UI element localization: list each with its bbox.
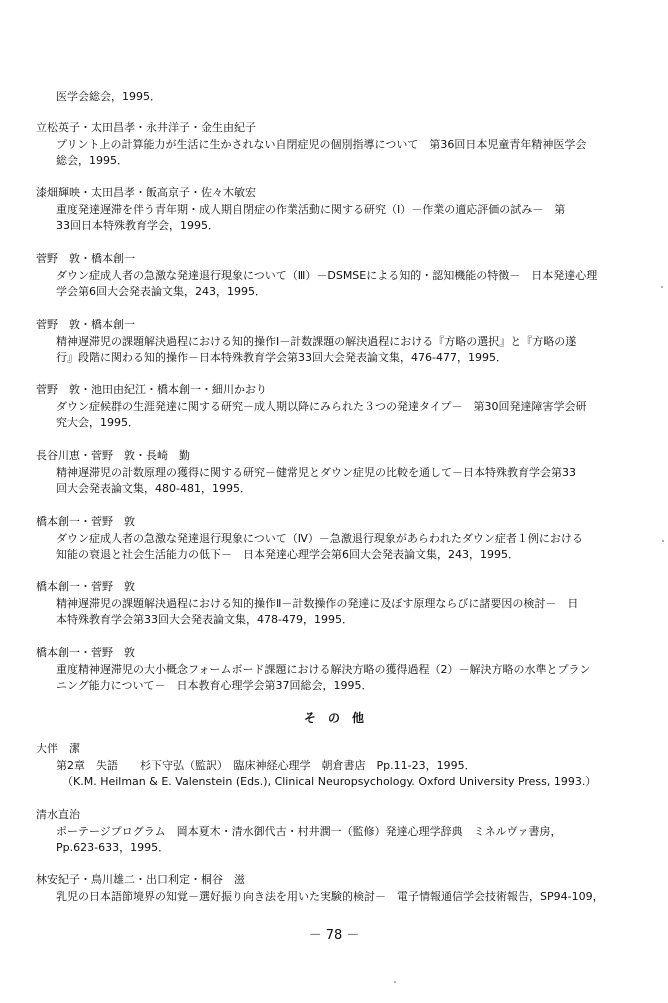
entry-authors: 橋本創一・菅野 敦 (36, 646, 135, 659)
entry-line: Pp.623-633，1995． (56, 841, 170, 854)
entry-line: 精神遅滞児の計数原理の獲得に関する研究－健常児とダウン症児の比較を通して－日本特殊教育学会第33 (56, 466, 576, 479)
entry-line: ニング能力について－ 日本教育心理学会第37回総会，1995． (56, 679, 373, 692)
entry-line: ダウン症成人者の急激な発達退行現象について（Ⅳ）－急激退行現象があらわれたダウン症者１例における (56, 532, 583, 545)
section-title: そ の 他 (303, 711, 364, 725)
entry-authors: 清水直治 (36, 808, 80, 821)
entry-line: 知能の衰退と社会生活能力の低下－ 日本発達心理学会第6回大会発表論文集，243，1995． (56, 548, 519, 561)
entry-line: 乳児の日本語節境界の知覚－選好振り向き法を用いた実験的検討－ 電子情報通信学会技術報告，SP94-109， (56, 890, 604, 903)
entry-authors: 長谷川恵・菅野 敦・長崎 勤 (36, 449, 190, 462)
entry-authors: 立松英子・太田昌孝・永井洋子・金生由紀子 (36, 121, 256, 134)
entry-line: 精神遅滞児の課題解決過程における知的操作Ⅱ－計数操作の発達に及ぼす原理ならびに諸要因の検討－ 日 (56, 597, 579, 610)
entry-line: 精神遅滞児の課題解決過程における知的操作Ⅰ－計数課題の解決過程における『方略の選択』と『方略の遂 (56, 335, 577, 348)
entry-line: ダウン症候群の生涯発達に関する研究－成人期以降にみられた３つの発達タイプ－ 第30回発達障害学会研 (56, 400, 587, 413)
entry-authors: 菅野 敦・橋本創一 (36, 318, 135, 331)
entry-line: 学会第6回大会発表論文集，243，1995． (56, 285, 266, 298)
entry-line: 医学会総会，1995． (56, 90, 161, 103)
scan-speck (662, 540, 664, 542)
entry-authors: 橋本創一・菅野 敦 (36, 515, 135, 528)
entry-line: 回大会発表論文集，480-481，1995． (56, 482, 251, 495)
entry-line: 本特殊教育学会第33回大会発表論文集，478-479，1995． (56, 613, 353, 626)
entry-line: 33回日本特殊教育学会，1995． (56, 219, 219, 232)
entry-authors: 菅野 敦・池田由紀江・橋本創一・細川かおり (36, 383, 267, 396)
entry-line: 重度発達遅滞を伴う青年期・成人期自閉症の作業活動に関する研究（Ⅰ）－作業の適応評価の試み－ 第 (56, 203, 566, 216)
entry-line: ダウン症成人者の急激な発達退行現象について（Ⅲ）－DSMSEによる知的・認知機能の特徴－ 日本発達心理 (56, 269, 598, 282)
entry-line: 重度精神遅滞児の大小概念フォームボード課題における解決方略の獲得過程（2）－解決方略の水準とプラン (56, 663, 591, 676)
entry-authors: 林安紀子・鳥川雄二・出口利定・桐谷 滋 (36, 873, 245, 886)
entry-line: ポーテージプログラム 岡本夏木・清水御代古・村井潤一（監修）発達心理学辞典 ミネルヴァ書房， (56, 825, 562, 838)
page-number: － 78 － (308, 928, 360, 943)
entry-line: 総会，1995． (56, 154, 128, 167)
entry-line: 究大会，1995． (56, 416, 139, 429)
entry-authors: 菅野 敦・橋本創一 (36, 252, 135, 265)
entry-line: 第2章 失語 杉下守弘（監訳） 臨床神経心理学 朝倉書店 Pp.11-23，1995． (56, 759, 476, 772)
entry-line: 行』段階に関わる知的操作－日本特殊教育学会第33回大会発表論文集，476-477，1995． (56, 351, 507, 364)
entry-line: プリント上の計算能力が生活に生かされない自閉症児の個別指導について 第36回日本児童青年精神医学会 (56, 138, 587, 151)
entry-authors: 漆畑輝映・太田昌孝・飯高京子・佐々木敏宏 (36, 186, 256, 199)
entry-authors: 大伴 潔 (36, 742, 80, 755)
entry-line: （K.M. Heilman & E. Valenstein (Eds.), Clinical Neuropsychology. Oxford University Press, 1993.） (62, 775, 597, 788)
entry-authors: 橋本創一・菅野 敦 (36, 580, 135, 593)
scan-speck (661, 286, 663, 288)
scan-speck (394, 981, 396, 983)
